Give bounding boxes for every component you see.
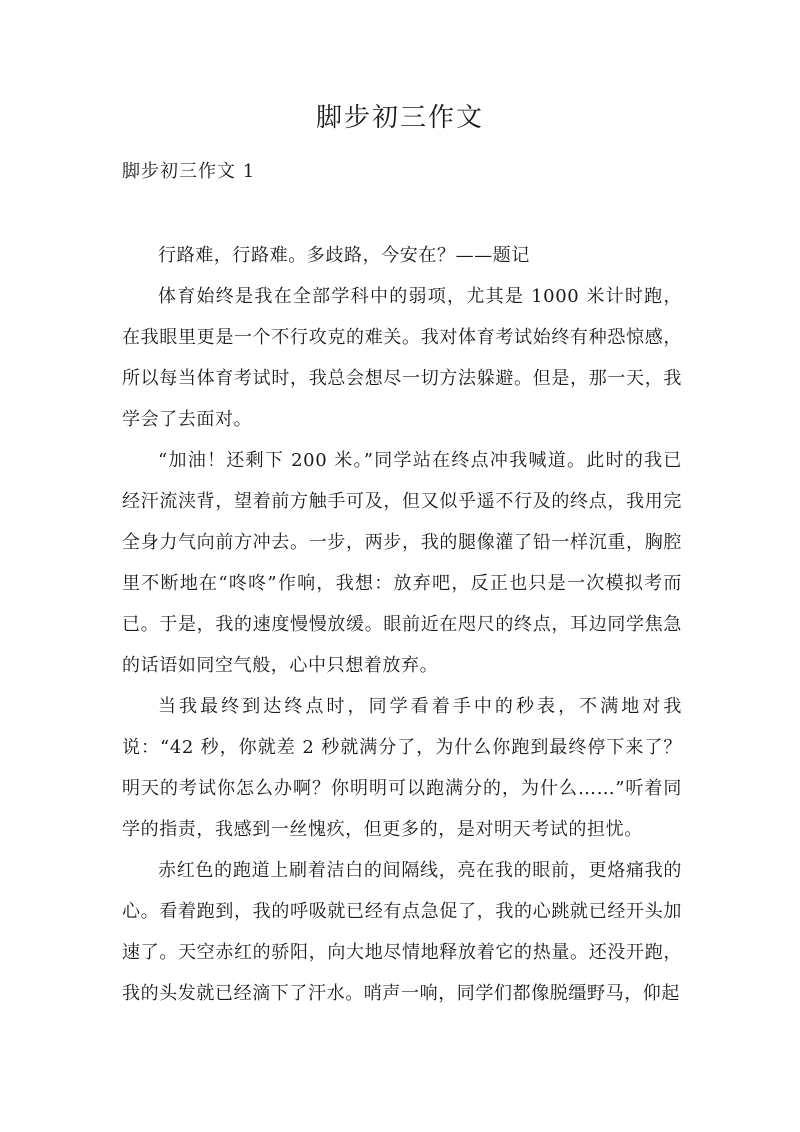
paragraph: 当我最终到达终点时，同学看着手中的秒表，不满地对我说：“42 秒，你就差 2 秒就满分了，为什么你跑到最终停下来了？明天的考试你怎么办啊？你明明可以跑满分的，为什么……”听着同学的指责，我感到一丝愧疚，但更多的，是对明天考试的担忧。 — [122, 696, 682, 840]
document-body — [122, 235, 682, 1014]
document-title: 脚步初三作文 — [315, 103, 484, 133]
paragraph: 体育始终是我在全部学科中的弱项，尤其是 1000 米计时跑，在我眼里更是一个不行攻克的难关。我对体育考试始终有种恐惊感，所以每当体育考试时，我总会想尽一切方法躲避。但是，那一天，我学会了去面对。 — [122, 286, 682, 430]
paragraph: “加油！还剩下 200 米。”同学站在终点冲我喊道。此时的我已经汗流浃背，望着前方触手可及，但又似乎遥不行及的终点，我用完全身力气向前方冲去。一步，两步，我的腿像灌了铅一样沉重，胸腔里不断地在“咚咚”作响，我想：放弃吧，反正也只是一次模拟考而已。于是，我的速度慢慢放缓。眼前近在咫尺的终点，耳边同学焦急的话语如同空气般，心中只想着放弃。 — [122, 450, 682, 676]
paragraph: 赤红色的跑道上刷着洁白的间隔线，亮在我的眼前，更烙痛我的心。看着跑到，我的呼吸就已经有点急促了，我的心跳就已经开头加速了。天空赤红的骄阳，向大地尽情地释放着它的热量。还没开跑，我的头发就已经滴下了汗水。哨声一响，同学们都像脱缰野马，仰起 — [122, 860, 682, 1004]
document-subtitle: 脚步初三作文 1 — [122, 161, 256, 182]
paragraph-epigraph: 行路难，行路难。多歧路，今安在？——题记 — [158, 245, 530, 266]
